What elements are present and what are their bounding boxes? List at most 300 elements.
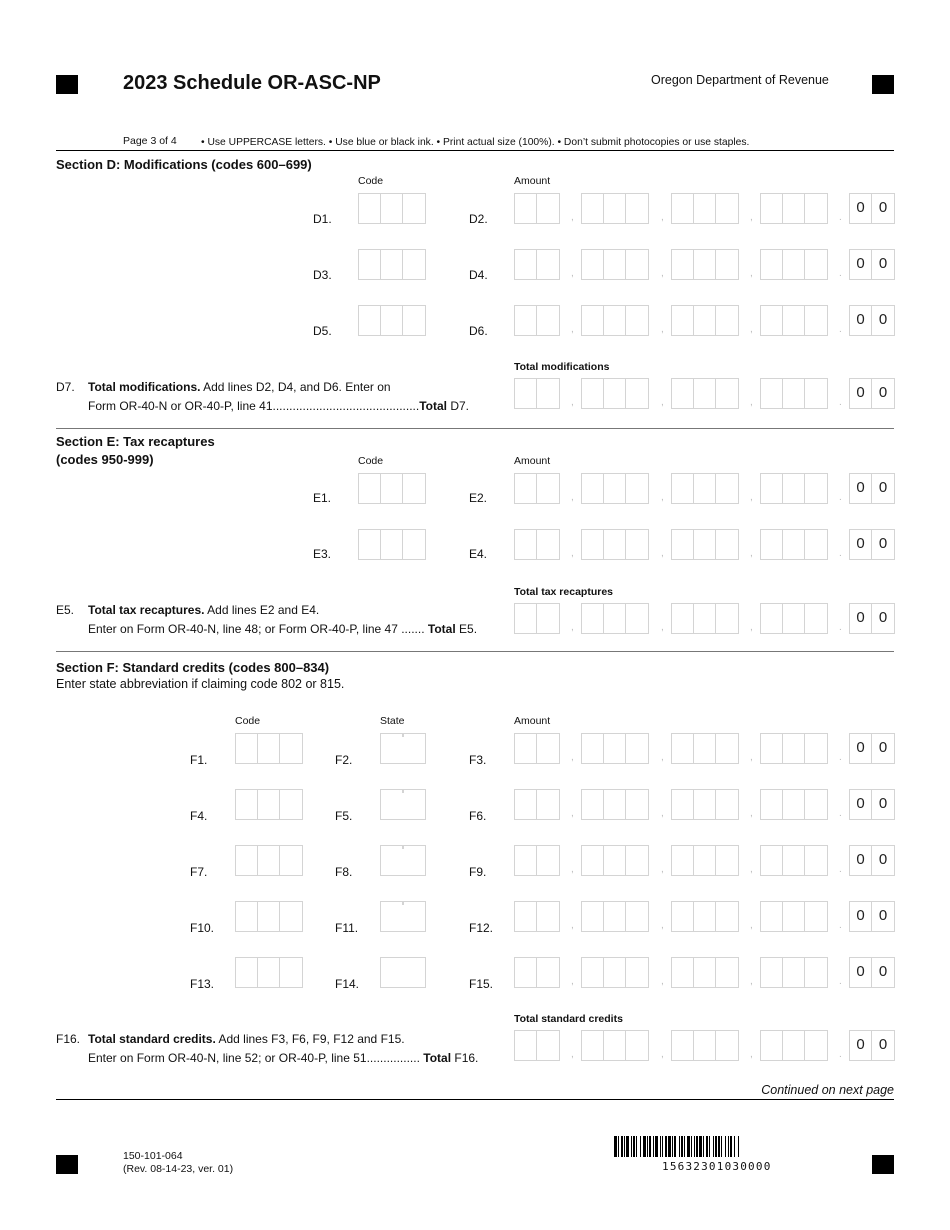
digit-cell — [515, 474, 537, 503]
thousands-separator: , — [661, 808, 664, 819]
digit-cell — [716, 958, 738, 987]
line-label: D5. — [313, 324, 332, 338]
line-label: F6. — [469, 809, 487, 823]
digit-cell — [805, 379, 827, 408]
line-label: F12. — [469, 921, 494, 935]
cents-digit: 0 — [878, 851, 888, 868]
section-f-state-field[interactable] — [380, 733, 426, 764]
digit-cell — [805, 734, 827, 763]
digit-cell — [236, 958, 258, 987]
digit-cell — [672, 306, 694, 335]
d7-amount-thousands-high-cells[interactable] — [581, 378, 649, 409]
cents-digit: 0 — [878, 255, 888, 272]
thousands-separator: , — [661, 212, 664, 223]
digit-cell — [761, 734, 783, 763]
decimal-point: . — [839, 492, 842, 503]
digit-cell — [805, 474, 827, 503]
section-d-code-field[interactable] — [358, 249, 426, 280]
decimal-point: . — [839, 976, 842, 987]
digit-cell — [761, 306, 783, 335]
digit-cell — [537, 530, 559, 559]
section-f-state-field[interactable] — [380, 845, 426, 876]
section-f-state-header: State — [380, 715, 405, 727]
d7-description: Total modifications. Add lines D2, D4, and D6. Enter on — [88, 380, 391, 394]
f16-number: F16. — [56, 1032, 81, 1046]
digit-cell — [761, 604, 783, 633]
digit-cell — [694, 902, 716, 931]
digit-cell — [604, 1031, 626, 1060]
cents-digit: 0 — [878, 311, 888, 328]
d7-amount-thousands-cells[interactable] — [671, 378, 739, 409]
section-f-state-field[interactable] — [380, 901, 426, 932]
barcode — [614, 1136, 739, 1157]
digit-cell — [626, 194, 648, 223]
section-f-amount-thousands-cells[interactable] — [671, 957, 739, 988]
page-number: Page 3 of 4 — [123, 135, 177, 147]
section-f-amount-hundreds-cells[interactable] — [760, 901, 828, 932]
digit-cell — [515, 958, 537, 987]
e5-number: E5. — [56, 603, 75, 617]
digit-cell — [672, 194, 694, 223]
digit-cell — [359, 530, 381, 559]
section-e-amount-hundreds-cells[interactable] — [760, 473, 828, 504]
thousands-separator: , — [571, 752, 574, 763]
thousands-separator: , — [571, 492, 574, 503]
section-f-amount-hundreds-cells[interactable] — [760, 845, 828, 876]
section-d-amount-thousands-high-cells[interactable] — [581, 193, 649, 224]
section-f-amount-millions-cells[interactable] — [514, 845, 560, 876]
cents-digit: 0 — [878, 963, 888, 980]
section-f-amount-thousands-high-cells[interactable] — [581, 845, 649, 876]
digit-cell — [716, 306, 738, 335]
header-rule — [56, 150, 894, 151]
thousands-separator: , — [571, 397, 574, 408]
line-label: F14. — [335, 977, 360, 991]
e5-amount-hundreds-cells[interactable] — [760, 603, 828, 634]
section-e-code-field[interactable] — [358, 529, 426, 560]
thousands-separator: , — [571, 268, 574, 279]
section-d-code-field[interactable] — [358, 305, 426, 336]
line-label: F9. — [469, 865, 487, 879]
thousands-separator: , — [750, 864, 753, 875]
digit-cell — [403, 194, 425, 223]
e5-amount-thousands-high-cells[interactable] — [581, 603, 649, 634]
section-e-amount-cents[interactable] — [849, 473, 895, 504]
digit-cell — [626, 474, 648, 503]
section-d-amount-hundreds-cells[interactable] — [760, 249, 828, 280]
section-f-code-header: Code — [235, 715, 261, 727]
digit-cell — [761, 1031, 783, 1060]
digit-cell — [258, 790, 280, 819]
digit-cell — [381, 530, 403, 559]
thousands-separator: , — [750, 548, 753, 559]
cents-digit: 0 — [850, 306, 872, 335]
digit-cell — [280, 734, 302, 763]
section-d-amount-millions-cells[interactable] — [514, 305, 560, 336]
digit-cell — [694, 474, 716, 503]
section-f-amount-cents[interactable] — [849, 901, 895, 932]
digit-cell — [280, 958, 302, 987]
digit-cell — [716, 194, 738, 223]
section-f-amount-hundreds-cells[interactable] — [760, 789, 828, 820]
thousands-separator: , — [661, 1049, 664, 1060]
cents-digit: 0 — [850, 379, 872, 408]
footer-rule — [56, 1099, 894, 1100]
section-e-amount-thousands-cells[interactable] — [671, 473, 739, 504]
digit-cell — [604, 734, 626, 763]
digit-cell — [805, 790, 827, 819]
line-label: F10. — [190, 921, 215, 935]
registration-mark-top-left — [56, 75, 78, 94]
digit-cell — [783, 250, 805, 279]
cents-digit: 0 — [878, 795, 888, 812]
digit-cell — [716, 250, 738, 279]
digit-cell — [381, 194, 403, 223]
cents-digit: 0 — [878, 1036, 888, 1053]
digit-cell — [537, 250, 559, 279]
digit-cell — [604, 790, 626, 819]
section-f-amount-thousands-cells[interactable] — [671, 789, 739, 820]
section-f-heading: Section F: Standard credits (codes 800–834) — [56, 660, 330, 675]
thousands-separator: , — [571, 212, 574, 223]
digit-cell — [694, 958, 716, 987]
section-d-amount-millions-cells[interactable] — [514, 249, 560, 280]
digit-cell — [805, 306, 827, 335]
line-label: D4. — [469, 268, 488, 282]
thousands-separator: , — [750, 397, 753, 408]
section-e-rule — [56, 651, 894, 652]
digit-cell — [716, 846, 738, 875]
section-e-code-field[interactable] — [358, 473, 426, 504]
section-d-amount-header: Amount — [514, 175, 551, 187]
section-d-amount-cents[interactable] — [849, 193, 895, 224]
section-f-total-header: Total standard credits — [514, 1013, 623, 1025]
f16-description-line2: Enter on Form OR-40-N, line 52; or OR-40-P, line 51................ Total F16. — [88, 1051, 479, 1065]
section-e-code-header: Code — [358, 455, 384, 467]
section-f-amount-millions-cells[interactable] — [514, 957, 560, 988]
digit-cell — [515, 902, 537, 931]
section-d-amount-hundreds-cells[interactable] — [760, 305, 828, 336]
digit-cell — [582, 306, 604, 335]
section-f-state-field[interactable] — [380, 957, 426, 988]
thousands-separator: , — [661, 324, 664, 335]
digit-cell — [515, 734, 537, 763]
digit-cell — [805, 604, 827, 633]
cents-digit: 0 — [878, 384, 888, 401]
registration-mark-bottom-right — [872, 1155, 894, 1174]
section-f-amount-thousands-cells[interactable] — [671, 733, 739, 764]
digit-cell — [537, 846, 559, 875]
digit-cell — [515, 604, 537, 633]
digit-cell — [626, 530, 648, 559]
digit-cell — [805, 958, 827, 987]
e5-description-line2: Enter on Form OR-40-N, line 48; or Form OR-40-P, line 47 ....... Total E5. — [88, 622, 478, 636]
digit-cell — [626, 1031, 648, 1060]
cents-digit: 0 — [850, 1031, 872, 1060]
cents-digit: 0 — [878, 609, 888, 626]
digit-cell — [626, 734, 648, 763]
section-f-amount-cents[interactable] — [849, 733, 895, 764]
digit-cell — [582, 958, 604, 987]
f16-amount-hundreds-cells[interactable] — [760, 1030, 828, 1061]
digit-cell — [582, 379, 604, 408]
digit-cell — [381, 250, 403, 279]
digit-cell — [716, 530, 738, 559]
digit-cell — [258, 846, 280, 875]
digit-cell — [805, 194, 827, 223]
digit-cell — [582, 530, 604, 559]
instructions: • Use UPPERCASE letters. • Use blue or black ink. • Print actual size (100%). • Don’t submit photocopies or use staples. — [201, 137, 750, 148]
digit-cell — [403, 474, 425, 503]
section-d-amount-thousands-high-cells[interactable] — [581, 249, 649, 280]
section-f-amount-cents[interactable] — [849, 957, 895, 988]
cents-digit: 0 — [878, 479, 888, 496]
thousands-separator: , — [661, 622, 664, 633]
cents-digit: 0 — [850, 790, 872, 819]
decimal-point: . — [839, 752, 842, 763]
thousands-separator: , — [661, 492, 664, 503]
digit-cell — [672, 902, 694, 931]
thousands-separator: , — [571, 864, 574, 875]
digit-cell — [258, 734, 280, 763]
digit-cell — [783, 902, 805, 931]
digit-cell — [604, 902, 626, 931]
thousands-separator: , — [661, 752, 664, 763]
digit-cell — [761, 250, 783, 279]
digit-cell — [626, 958, 648, 987]
digit-cell — [694, 306, 716, 335]
section-d-amount-millions-cells[interactable] — [514, 193, 560, 224]
section-e-amount-cents[interactable] — [849, 529, 895, 560]
section-d-heading: Section D: Modifications (codes 600–699) — [56, 157, 312, 172]
cents-digit: 0 — [850, 530, 872, 559]
digit-cell — [805, 846, 827, 875]
digit-cell — [582, 902, 604, 931]
digit-cell — [537, 902, 559, 931]
digit-cell — [626, 846, 648, 875]
line-label: F2. — [335, 753, 353, 767]
thousands-separator: , — [750, 920, 753, 931]
digit-cell — [236, 846, 258, 875]
decimal-point: . — [839, 864, 842, 875]
digit-cell — [672, 250, 694, 279]
registration-mark-top-right — [872, 75, 894, 94]
thousands-separator: , — [661, 976, 664, 987]
decimal-point: . — [839, 324, 842, 335]
section-f-amount-thousands-high-cells[interactable] — [581, 901, 649, 932]
thousands-separator: , — [571, 808, 574, 819]
digit-cell — [258, 902, 280, 931]
digit-cell — [626, 379, 648, 408]
decimal-point: . — [839, 268, 842, 279]
form-revision: (Rev. 08-14-23, ver. 01) — [123, 1163, 234, 1175]
digit-cell — [381, 306, 403, 335]
state-divider-tick — [402, 901, 404, 905]
section-f-amount-hundreds-cells[interactable] — [760, 733, 828, 764]
section-e-total-header: Total tax recaptures — [514, 586, 614, 598]
f16-description: Total standard credits. Add lines F3, F6, F9, F12 and F15. — [88, 1032, 405, 1046]
continued-note: Continued on next page — [761, 1083, 894, 1097]
thousands-separator: , — [571, 920, 574, 931]
section-e-amount-millions-cells[interactable] — [514, 529, 560, 560]
digit-cell — [359, 474, 381, 503]
e5-amount-cents[interactable] — [849, 603, 895, 634]
digit-cell — [515, 379, 537, 408]
digit-cell — [694, 734, 716, 763]
thousands-separator: , — [571, 324, 574, 335]
digit-cell — [716, 379, 738, 408]
thousands-separator: , — [661, 920, 664, 931]
digit-cell — [783, 530, 805, 559]
cents-digit: 0 — [850, 902, 872, 931]
digit-cell — [626, 604, 648, 633]
section-d-amount-thousands-cells[interactable] — [671, 193, 739, 224]
thousands-separator: , — [661, 268, 664, 279]
line-label: D3. — [313, 268, 332, 282]
digit-cell — [604, 194, 626, 223]
thousands-separator: , — [661, 864, 664, 875]
digit-cell — [672, 1031, 694, 1060]
line-label: F8. — [335, 865, 353, 879]
digit-cell — [537, 604, 559, 633]
f16-amount-thousands-cells[interactable] — [671, 1030, 739, 1061]
digit-cell — [604, 474, 626, 503]
section-d-amount-thousands-cells[interactable] — [671, 305, 739, 336]
section-e-amount-thousands-high-cells[interactable] — [581, 473, 649, 504]
section-f-amount-cents[interactable] — [849, 845, 895, 876]
line-label: F13. — [190, 977, 215, 991]
digit-cell — [783, 790, 805, 819]
section-e-amount-hundreds-cells[interactable] — [760, 529, 828, 560]
decimal-point: . — [839, 212, 842, 223]
thousands-separator: , — [750, 622, 753, 633]
section-d-code-field[interactable] — [358, 193, 426, 224]
cents-digit: 0 — [850, 958, 872, 987]
digit-cell — [716, 474, 738, 503]
thousands-separator: , — [661, 548, 664, 559]
digit-cell — [694, 379, 716, 408]
section-f-amount-thousands-high-cells[interactable] — [581, 733, 649, 764]
section-f-amount-millions-cells[interactable] — [514, 733, 560, 764]
f16-amount-millions-cells[interactable] — [514, 1030, 560, 1061]
digit-cell — [359, 194, 381, 223]
digit-cell — [672, 530, 694, 559]
digit-cell — [716, 902, 738, 931]
line-label: F11. — [335, 921, 359, 935]
section-e-amount-thousands-cells[interactable] — [671, 529, 739, 560]
state-divider-tick — [402, 789, 404, 793]
thousands-separator: , — [750, 808, 753, 819]
digit-cell — [359, 250, 381, 279]
state-divider-tick — [402, 733, 404, 737]
form-number: 150-101-064 — [123, 1150, 183, 1162]
section-f-code-field[interactable] — [235, 901, 303, 932]
thousands-separator: , — [750, 212, 753, 223]
section-d-amount-hundreds-cells[interactable] — [760, 193, 828, 224]
d7-amount-millions-cells[interactable] — [514, 378, 560, 409]
d7-description-line2: Form OR-40-N or OR-40-P, line 41............................................Total D7. — [88, 399, 469, 413]
section-f-code-field[interactable] — [235, 957, 303, 988]
section-f-amount-cents[interactable] — [849, 789, 895, 820]
cents-digit: 0 — [850, 846, 872, 875]
f16-amount-thousands-high-cells[interactable] — [581, 1030, 649, 1061]
e5-amount-millions-cells[interactable] — [514, 603, 560, 634]
digit-cell — [761, 194, 783, 223]
section-e-amount-thousands-high-cells[interactable] — [581, 529, 649, 560]
digit-cell — [783, 604, 805, 633]
digit-cell — [604, 530, 626, 559]
section-f-amount-thousands-cells[interactable] — [671, 845, 739, 876]
decimal-point: . — [839, 1049, 842, 1060]
decimal-point: . — [839, 548, 842, 559]
section-f-subheading: Enter state abbreviation if claiming code 802 or 815. — [56, 677, 345, 691]
digit-cell — [716, 1031, 738, 1060]
thousands-separator: , — [750, 1049, 753, 1060]
section-f-code-field[interactable] — [235, 789, 303, 820]
digit-cell — [783, 194, 805, 223]
digit-cell — [582, 604, 604, 633]
digit-cell — [582, 734, 604, 763]
digit-cell — [537, 194, 559, 223]
thousands-separator: , — [571, 548, 574, 559]
digit-cell — [783, 474, 805, 503]
digit-cell — [280, 790, 302, 819]
line-label: F7. — [190, 865, 208, 879]
line-label: F5. — [335, 809, 353, 823]
line-label: F3. — [469, 753, 487, 767]
form-title: 2023 Schedule OR-ASC-NP — [123, 72, 381, 94]
d7-amount-hundreds-cells[interactable] — [760, 378, 828, 409]
digit-cell — [582, 250, 604, 279]
section-f-state-field[interactable] — [380, 789, 426, 820]
e5-amount-thousands-cells[interactable] — [671, 603, 739, 634]
line-label: E4. — [469, 547, 488, 561]
digit-cell — [761, 790, 783, 819]
digit-cell — [716, 790, 738, 819]
section-d-amount-cents[interactable] — [849, 305, 895, 336]
digit-cell — [537, 958, 559, 987]
section-f-code-field[interactable] — [235, 845, 303, 876]
digit-cell — [716, 604, 738, 633]
section-f-amount-thousands-high-cells[interactable] — [581, 957, 649, 988]
line-label: F1. — [190, 753, 208, 767]
section-f-amount-millions-cells[interactable] — [514, 789, 560, 820]
digit-cell — [604, 306, 626, 335]
digit-cell — [783, 306, 805, 335]
cents-digit: 0 — [878, 199, 888, 216]
section-e-amount-header: Amount — [514, 455, 551, 467]
digit-cell — [694, 846, 716, 875]
section-f-amount-thousands-high-cells[interactable] — [581, 789, 649, 820]
d7-amount-cents[interactable] — [849, 378, 895, 409]
section-d-amount-thousands-high-cells[interactable] — [581, 305, 649, 336]
section-f-amount-millions-cells[interactable] — [514, 901, 560, 932]
section-e-amount-millions-cells[interactable] — [514, 473, 560, 504]
digit-cell — [604, 250, 626, 279]
thousands-separator: , — [571, 622, 574, 633]
cents-digit: 0 — [850, 474, 872, 503]
digit-cell — [626, 250, 648, 279]
section-f-code-field[interactable] — [235, 733, 303, 764]
section-d-amount-cents[interactable] — [849, 249, 895, 280]
f16-amount-cents[interactable] — [849, 1030, 895, 1061]
thousands-separator: , — [750, 268, 753, 279]
digit-cell — [604, 604, 626, 633]
section-f-amount-hundreds-cells[interactable] — [760, 957, 828, 988]
section-d-amount-thousands-cells[interactable] — [671, 249, 739, 280]
cents-digit: 0 — [850, 194, 872, 223]
section-f-amount-thousands-cells[interactable] — [671, 901, 739, 932]
